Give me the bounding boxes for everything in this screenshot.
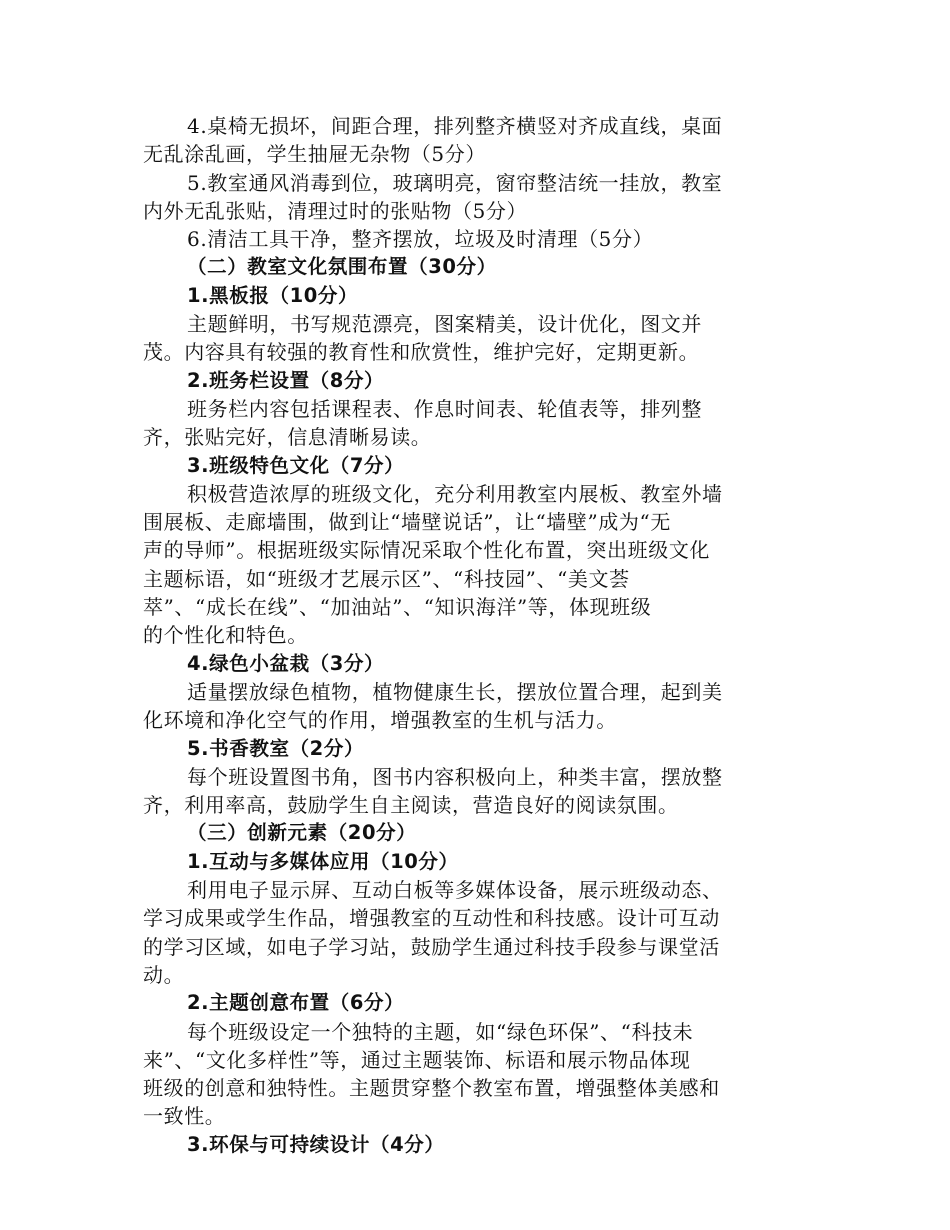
text-line: 围展板、走廊墙围，做到让“墙壁说话”，让“墙壁”成为“无	[143, 510, 671, 535]
text-line: 内外无乱张贴，清理过时的张贴物（5分）	[143, 198, 528, 223]
subsection-class-culture	[143, 452, 795, 650]
text-line: 班级的创意和独特性。主题贯穿整个教室布置，增强整体美感和	[143, 1076, 720, 1101]
list-item-4	[143, 112, 795, 169]
subsection-plants	[143, 650, 795, 735]
subsection-title: 4.绿色小盆栽（3分）	[187, 651, 385, 675]
subsection-eco-design	[143, 1131, 795, 1159]
text-line: 无乱涂乱画，学生抽屉无杂物（5分）	[143, 142, 486, 167]
text-line: 5.教室通风消毒到位，玻璃明亮，窗帘整洁统一挂放，教室	[187, 170, 723, 195]
text-line: 每个班级设定一个独特的主题，如“绿色环保”、“科技未	[187, 1019, 694, 1044]
subsection-title: 1.黑板报（10分）	[187, 283, 359, 307]
document-page	[143, 112, 795, 1159]
text-line: 4.桌椅无损坏，间距合理，排列整齐横竖对齐成直线，桌面	[187, 114, 723, 138]
text-line: 6.清洁工具干净，整齐摆放，垃圾及时清理（5分）	[187, 227, 654, 252]
subsection-reading-corner	[143, 735, 795, 820]
text-line: 来”、“文化多样性”等，通过主题装饰、标语和展示物品体现	[143, 1047, 691, 1072]
subsection-title: 3.环保与可持续设计（4分）	[187, 1132, 445, 1156]
text-line: 利用电子显示屏、互动白板等多媒体设备，展示班级动态、	[187, 878, 723, 903]
subsection-multimedia	[143, 848, 795, 989]
text-line: 声的导师”。根据班级实际情况采取个性化布置，突出班级文化	[143, 538, 711, 563]
list-item-6	[143, 225, 795, 253]
text-line: 化环境和净化空气的作用，增强教室的生机与活力。	[143, 708, 617, 733]
subsection-title: 2.班务栏设置（8分）	[187, 368, 385, 392]
subsection-title: 3.班级特色文化（7分）	[187, 453, 405, 477]
list-item-5	[143, 169, 795, 226]
text-line: 的个性化和特色。	[143, 623, 308, 648]
subsection-title: 2.主题创意布置（6分）	[187, 991, 405, 1015]
section-heading-3: （三）创新元素（20分）	[187, 821, 417, 845]
subsection-theme	[143, 989, 795, 1130]
text-line: 萃”、“成长在线”、“加油站”、“知识海洋”等，体现班级	[143, 595, 652, 620]
subsection-class-board	[143, 367, 795, 452]
subsection-title: 1.互动与多媒体应用（10分）	[187, 849, 459, 873]
text-line: 主题标语，如“班级才艺展示区”、“科技园”、“美文荟	[143, 566, 630, 591]
text-line: 主题鲜明，书写规范漂亮，图案精美，设计优化，图文并	[187, 312, 702, 337]
text-line: 班务栏内容包括课程表、作息时间表、轮值表等，排列整	[187, 396, 702, 421]
text-line: 学习成果或学生作品，增强教室的互动性和科技感。设计可互动	[143, 906, 720, 931]
text-line: 齐，利用率高，鼓励学生自主阅读，营造良好的阅读氛围。	[143, 793, 679, 818]
text-line: 的学习区域，如电子学习站，鼓励学生通过科技手段参与课堂活	[143, 934, 720, 959]
text-line: 积极营造浓厚的班级文化，充分利用教室内展板、教室外墙	[187, 481, 723, 506]
section-heading-2: （二）教室文化氛围布置（30分）	[187, 255, 497, 279]
subsection-blackboard	[143, 282, 795, 367]
text-line: 适量摆放绿色植物，植物健康生长，摆放位置合理，起到美	[187, 679, 723, 704]
text-line: 齐，张贴完好，信息清晰易读。	[143, 425, 432, 450]
text-line: 茂。内容具有较强的教育性和欣赏性，维护完好，定期更新。	[143, 340, 700, 365]
text-line: 每个班设置图书角，图书内容积极向上，种类丰富，摆放整	[187, 764, 723, 789]
text-line: 一致性。	[143, 1104, 226, 1129]
subsection-title: 5.书香教室（2分）	[187, 736, 365, 760]
text-line: 动。	[143, 962, 185, 987]
